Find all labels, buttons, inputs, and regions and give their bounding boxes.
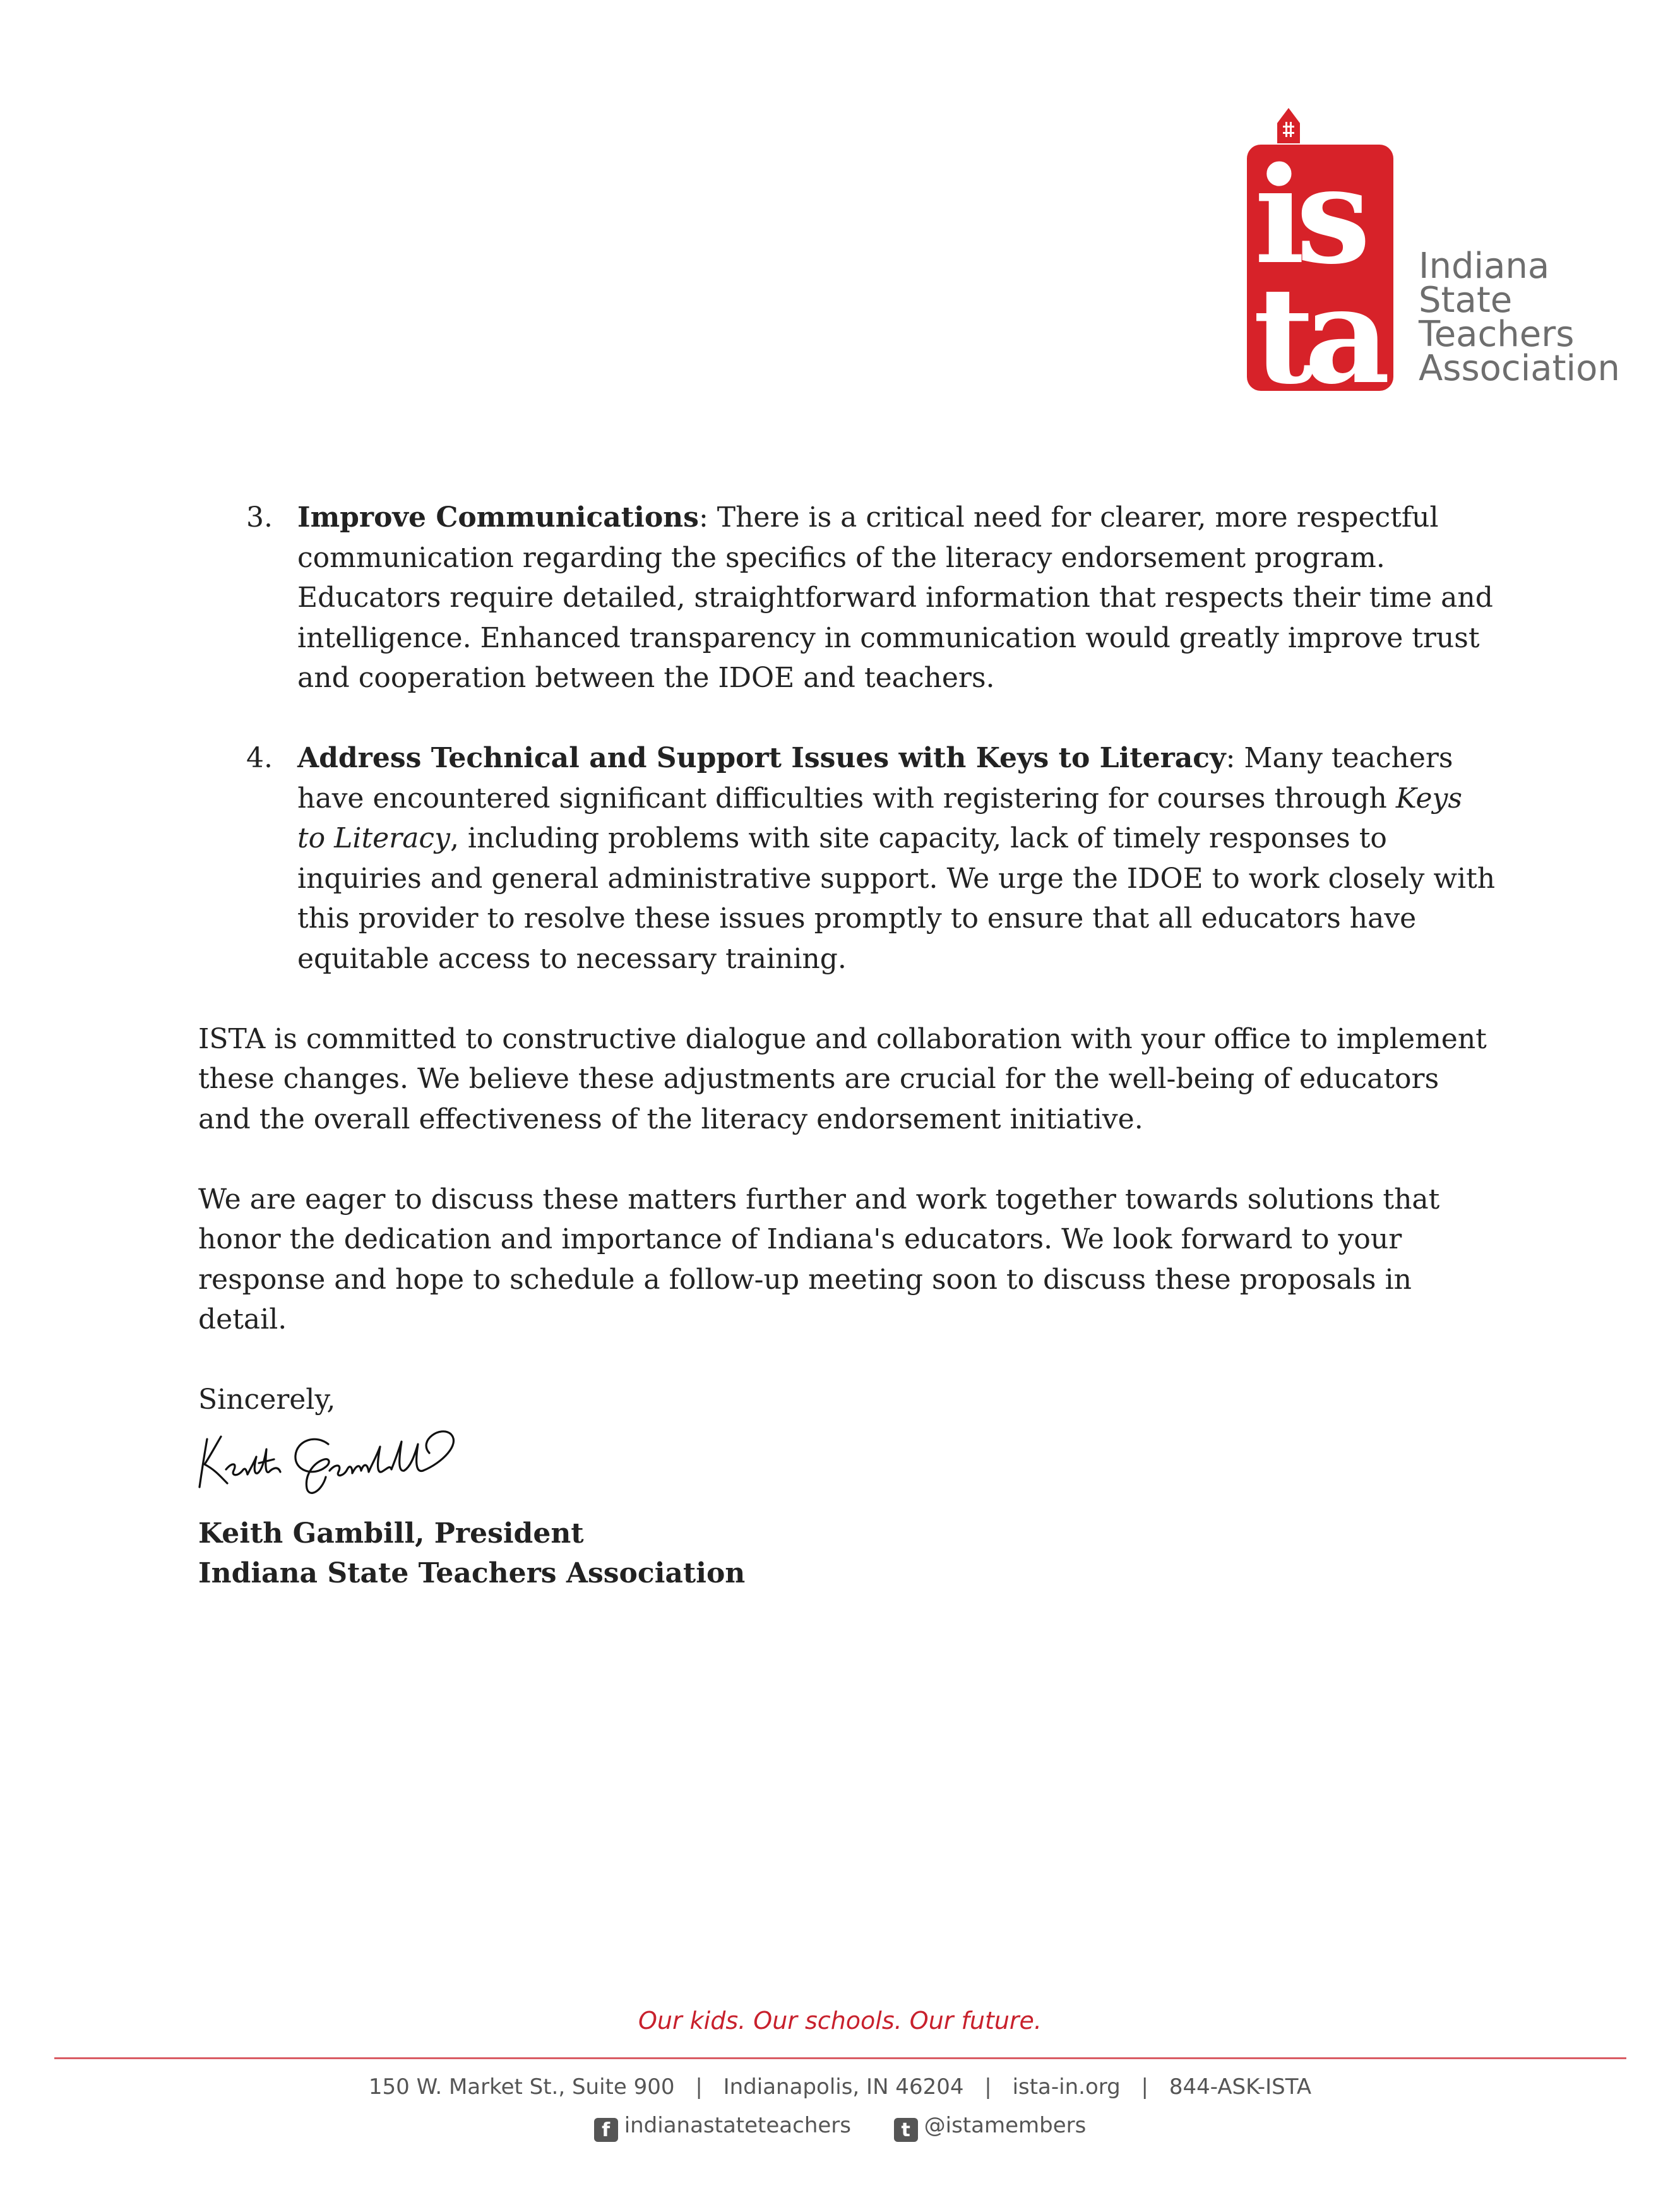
footer-phone: 844-ASK-ISTA <box>1169 2074 1312 2100</box>
letter-body <box>198 498 1499 1594</box>
footer-separator: | <box>984 2074 992 2100</box>
signer-name-title: Keith Gambill, President <box>198 1517 584 1550</box>
footer-city: Indianapolis, IN 46204 <box>723 2074 964 2100</box>
list-text: , including problems with site capacity, lack of timely responses to inquiries and general administrative support. We urge the IDOE to work closely with this provider to resolve these issues promptly to ensure that all educators have equitable access to necessary training. <box>297 822 1496 975</box>
list-text: : Many teachers have encountered significant difficulties with registering for courses through <box>297 742 1453 815</box>
logo-line: Teachers <box>1419 314 1575 355</box>
facebook-icon: f <box>594 2118 618 2142</box>
logo-line: Indiana <box>1419 246 1550 287</box>
footer-separator: | <box>695 2074 703 2100</box>
signer-organization: Indiana State Teachers Association <box>198 1557 746 1589</box>
logo-line: Association <box>1419 348 1620 389</box>
footer-tagline: Our kids. Our schools. Our future. <box>638 2007 1042 2035</box>
list-text-italic: Keys to Literacy <box>297 782 1462 854</box>
facebook-handle-link[interactable]: indianastateteachers <box>624 2113 851 2138</box>
paragraph: We are eager to discuss these matters further and work together towards solutions that honor the dedication and importance of Indiana's educators. We look forward to your response and hope to schedule a follow-up meeting soon to discuss these proposals in detail. <box>198 1183 1440 1336</box>
list-item-4 <box>198 738 1499 979</box>
footer-website-link[interactable]: ista-in.org <box>1012 2074 1121 2100</box>
logo-line: State <box>1419 280 1513 321</box>
list-number: 4. <box>246 742 273 774</box>
list-heading: Improve Communications <box>297 501 699 534</box>
footer-address: 150 W. Market St., Suite 900 <box>368 2074 675 2100</box>
ista-logo-mark <box>1241 104 1411 395</box>
ista-logo <box>1241 104 1619 401</box>
list-heading: Address Technical and Support Issues with Keys to Literacy <box>297 742 1226 774</box>
logo-wordmark <box>1419 246 1620 389</box>
list-item-3 <box>198 498 1499 698</box>
footer-divider <box>54 2057 1626 2059</box>
twitter-icon: t <box>894 2118 918 2142</box>
svg-text:ta: ta <box>1253 258 1381 395</box>
svg-text:is: is <box>1254 138 1362 294</box>
signature-image <box>196 1425 467 1501</box>
signature <box>196 1425 467 1501</box>
paragraph: ISTA is committed to constructive dialogue and collaboration with your office to implement these changes. We believe these adjustments are crucial for the well-being of educators and the overall effectiveness of the literacy endorsement initiative. <box>198 1022 1487 1135</box>
list-text: : There is a critical need for clearer, more respectful communication regarding the specifics of the literacy endorsement program. Educators require detailed, straightforward information that respects their time and intelligence. Enhanced transparency in communication would greatly improve trust and cooperation between the IDOE and teachers. <box>297 501 1493 694</box>
footer-social <box>0 2113 1680 2142</box>
footer-contact <box>0 2074 1680 2100</box>
twitter-handle-link[interactable]: @istamembers <box>924 2113 1087 2138</box>
footer-separator: | <box>1141 2074 1149 2100</box>
list-number: 3. <box>246 501 273 534</box>
closing: Sincerely, <box>198 1384 336 1416</box>
